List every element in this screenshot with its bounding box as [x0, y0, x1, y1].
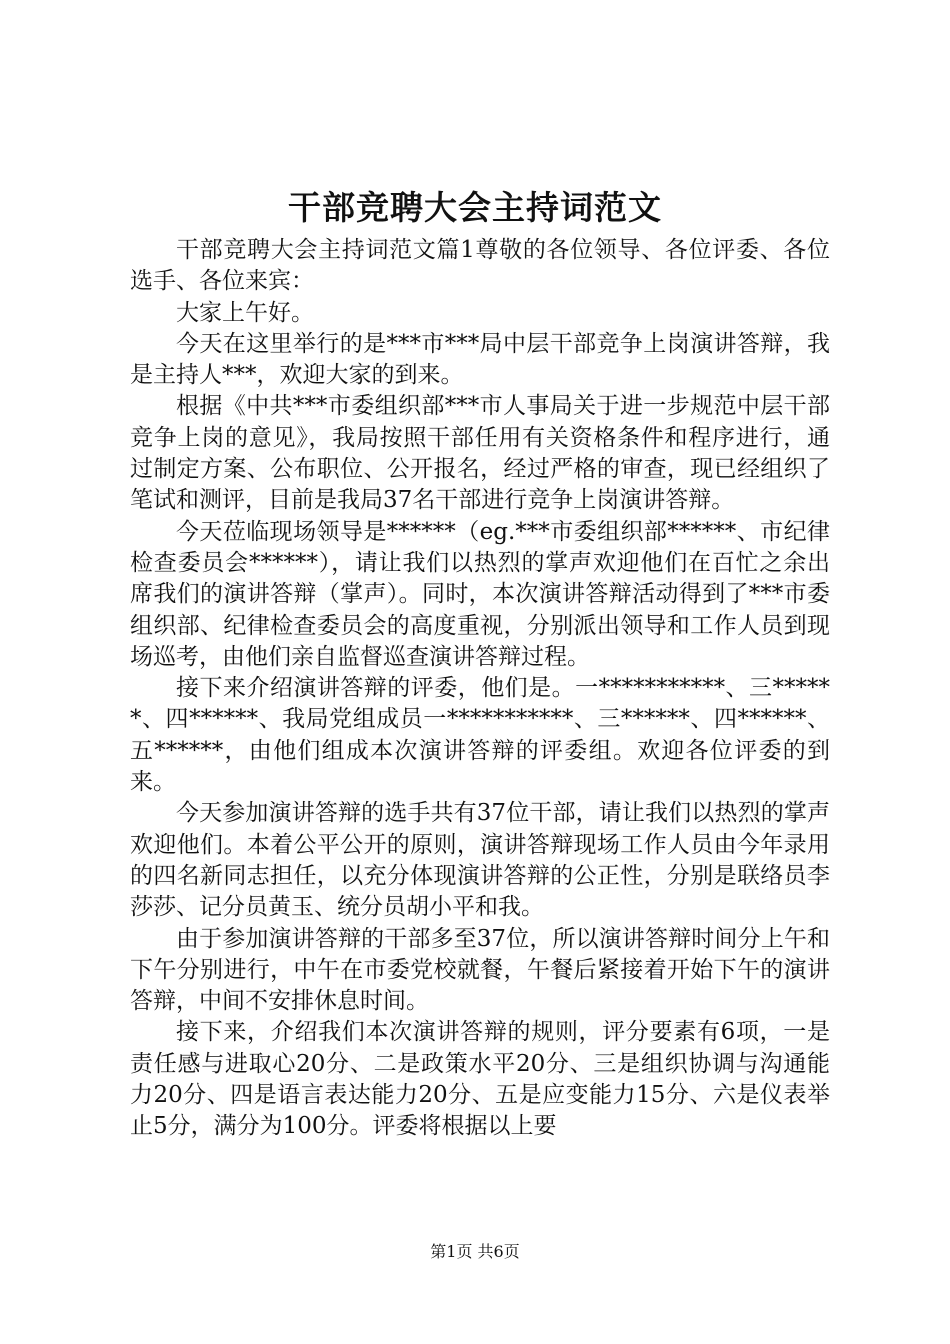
paragraph: 接下来介绍演讲答辩的评委，他们是。一***********、三******、四******、我局党组成员一***********、三******、四******、五******，由他们组成本次演讲答辩的评委组。欢迎各位评委的到来。 [130, 675, 830, 796]
paragraph: 今天在这里举行的是***市***局中层干部竞争上岗演讲答辩，我是主持人***，欢迎大家的到来。 [130, 330, 830, 389]
paragraph: 今天参加演讲答辩的选手共有37位干部，请让我们以热烈的掌声欢迎他们。本着公平公开的原则，演讲答辩现场工作人员由今年录用的四名新同志担任，以充分体现演讲答辩的公正性，分别是联络员李莎莎、记分员黄玉、统分员胡小平和我。 [130, 800, 830, 921]
document-body [130, 235, 830, 1143]
paragraph: 干部竞聘大会主持词范文篇1尊敬的各位领导、各位评委、各位选手、各位来宾： [130, 237, 830, 295]
paragraph: 根据《中共***市委组织部***市人事局关于进一步规范中层干部竞争上岗的意见》，我局按照干部任用有关资格条件和程序进行，通过制定方案、公布职位、公开报名，经过严格的审查，现已经组织了笔试和测评，目前是我局37名干部进行竞争上岗演讲答辩。 [130, 393, 830, 514]
paragraph: 由于参加演讲答辩的干部多至37位，所以演讲答辩时间分上午和下午分别进行，中午在市委党校就餐，午餐后紧接着开始下午的演讲答辩，中间不安排休息时间。 [130, 925, 830, 1015]
document-title: 干部竞聘大会主持词范文 [288, 188, 662, 227]
paragraph: 今天莅临现场领导是******（eg.***市委组织部******、市纪律检查委员会******），请让我们以热烈的掌声欢迎他们在百忙之余出席我们的演讲答辩（掌声）。同时，本次演讲答辩活动得到了***市委组织部、纪律检查委员会的高度重视，分别派出领导和工作人员到现场巡考，由他们亲自监督巡查演讲答辩过程。 [130, 518, 830, 670]
page-number-footer: 第1页 共6页 [430, 1242, 520, 1261]
paragraph: 大家上午好。 [176, 299, 314, 326]
paragraph: 接下来，介绍我们本次演讲答辩的规则，评分要素有6项，一是责任感与进取心20分、二是政策水平20分、三是组织协调与沟通能力20分、四是语言表达能力20分、五是应变能力15分、六是仪表举止5分，满分为100分。评委将根据以上要 [130, 1019, 830, 1140]
